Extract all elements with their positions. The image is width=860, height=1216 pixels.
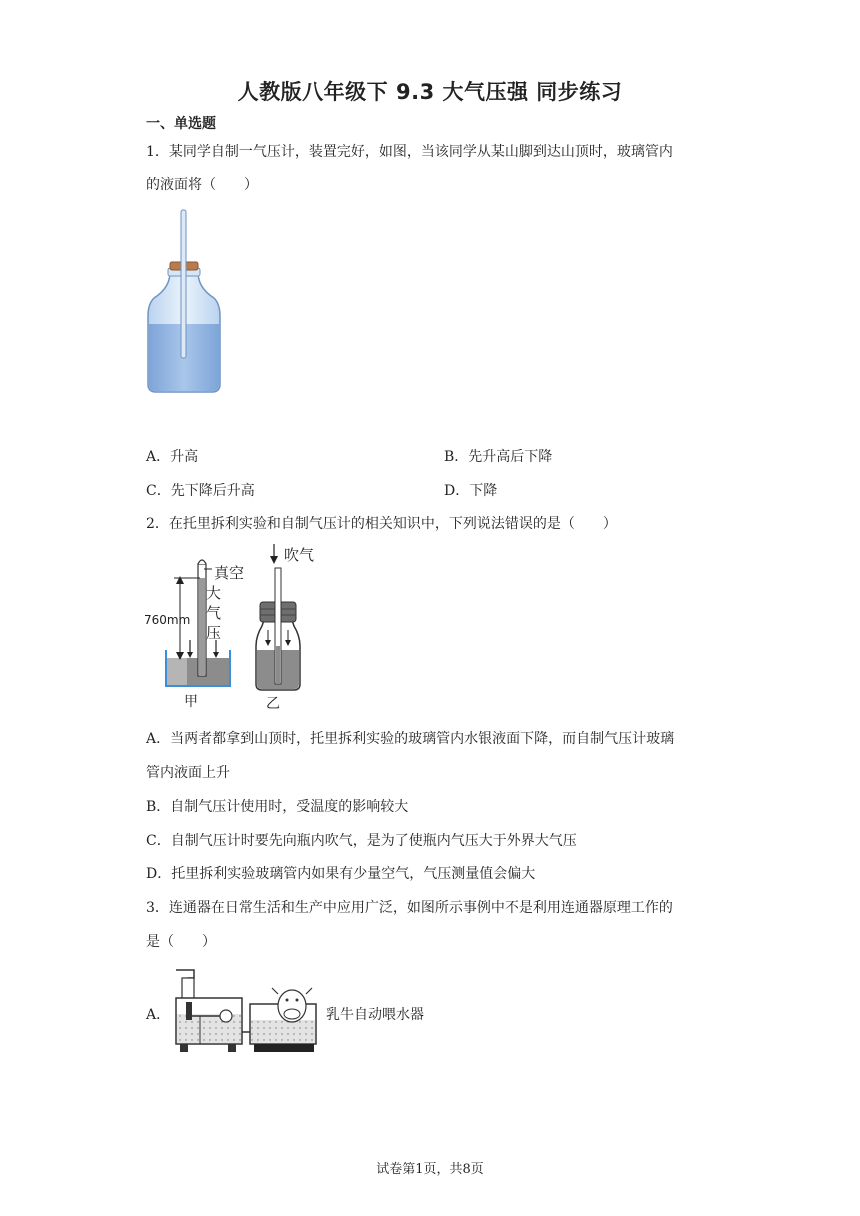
label-yi: 乙: [266, 696, 280, 712]
q2-stem: 2．在托里拆利实验和自制气压计的相关知识中，下列说法错误的是（ ）: [146, 516, 617, 532]
glass-tube: [181, 210, 186, 358]
q2-option-d[interactable]: D．托里拆利实验玻璃管内如果有少量空气，气压测量值会偏大: [146, 866, 536, 882]
q1-option-a[interactable]: A．升高: [146, 449, 199, 465]
label-atmosphere-2: 气: [206, 604, 222, 622]
q1-stem-line1: 1．某同学自制一气压计，装置完好，如图，当该同学从某山脚到达山顶时，玻璃管内: [146, 144, 673, 160]
label-vacuum: 真空: [214, 564, 245, 582]
q3-stem-line1: 3．连通器在日常生活和生产中应用广泛，如图所示事例中不是利用连通器原理工作的: [146, 900, 673, 916]
q3-cow-water-feeder-figure: [172, 966, 322, 1056]
q2-option-b[interactable]: B．自制气压计使用时，受温度的影响较大: [146, 799, 409, 815]
label-jia: 甲: [184, 694, 198, 710]
page-footer: 试卷第1页，共8页: [376, 1162, 484, 1177]
q1-option-b[interactable]: B．先升高后下降: [444, 449, 553, 465]
q2-option-a-line1[interactable]: A．当两者都拿到山顶时，托里拆利实验的玻璃管内水银液面下降，而自制气压计玻璃: [146, 731, 675, 747]
page-title: 人教版八年级下 9.3 大气压强 同步练习: [237, 80, 623, 104]
homemade-barometer: [256, 544, 300, 690]
label-atmosphere-3: 压: [206, 624, 222, 642]
q2-torricelli-and-barometer-figure: [144, 540, 334, 712]
q1-option-d[interactable]: D．下降: [444, 483, 498, 499]
q1-bottle-barometer-figure: [140, 206, 230, 402]
label-atmosphere-1: 大: [206, 584, 222, 602]
section-heading: 一、单选题: [146, 116, 216, 132]
q1-stem-line2: 的液面将（ ）: [146, 177, 258, 193]
q2-option-a-line2[interactable]: 管内液面上升: [146, 765, 230, 781]
q3-option-a-caption: 乳牛自动喂水器: [326, 1007, 424, 1023]
q3-option-a-letter[interactable]: A．: [146, 1007, 171, 1023]
q2-option-c[interactable]: C．自制气压计时要先向瓶内吹气，是为了使瓶内气压大于外界大气压: [146, 833, 577, 849]
label-blow: 吹气: [284, 546, 315, 564]
q1-option-c[interactable]: C．先下降后升高: [146, 483, 255, 499]
label-760mm: 760mm: [144, 613, 191, 627]
q3-stem-line2: 是（ ）: [146, 934, 216, 950]
